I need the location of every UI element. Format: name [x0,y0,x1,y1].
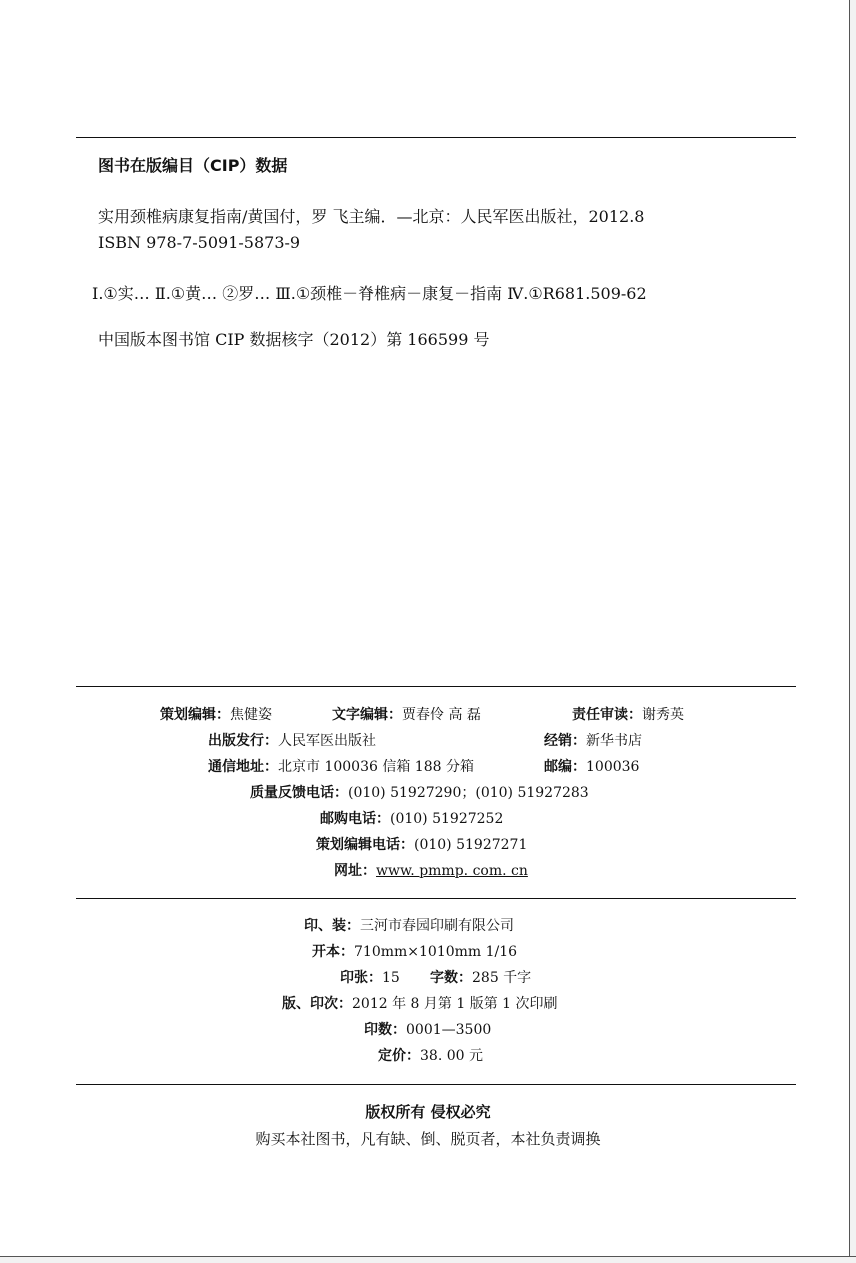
printing-edition [282,995,558,1013]
sheets-label: 印张： [340,970,382,986]
publisher-label: 出版发行： [208,733,278,749]
mailorder-phone: (010) 51927252 [390,811,504,827]
page-edge-bottom [0,1256,856,1263]
words-label: 字数： [430,970,472,986]
credits-website [334,862,528,880]
price-label: 定价： [378,1048,420,1064]
cip-classification-line: Ⅰ.①实… Ⅱ.①黄… ②罗… Ⅲ.①颈椎－脊椎病－康复－指南 Ⅳ.①R681.509-62 [92,284,647,303]
distributor-label: 经销： [544,733,586,749]
credits-feedback-phone [250,784,589,802]
copyright-notice: 版权所有 侵权必究 [365,1103,491,1121]
feedback-label: 质量反馈电话： [250,785,348,801]
cip-record-number: 中国版本图书馆 CIP 数据核字（2012）第 166599 号 [98,330,490,349]
edition: 2012 年 8 月第 1 版第 1 次印刷 [352,996,558,1012]
price: 38. 00 元 [420,1048,483,1064]
planning-phone: (010) 51927271 [414,837,528,853]
credits-postcode [544,758,639,776]
postcode-label: 邮编： [544,759,586,775]
website-link[interactable]: www. pmmp. com. cn [376,863,528,879]
text-editor-label: 文字编辑： [332,707,402,723]
cip-title-line: 实用颈椎病康复指南/黄国付，罗 飞主编．—北京：人民军医出版社，2012.8 [98,207,645,226]
printer-label: 印、装： [304,918,360,934]
address-label: 通信地址： [208,759,278,775]
website-label: 网址： [334,863,376,879]
format: 710mm×1010mm 1/16 [354,944,518,960]
sheets: 15 [382,970,400,986]
printing-price [378,1047,483,1065]
credits-address [208,758,474,776]
credits-publisher [208,732,376,750]
printer: 三河市春园印刷有限公司 [360,918,514,934]
publisher: 人民军医出版社 [278,733,376,749]
planning-editor: 焦健姿 [230,707,272,723]
credits-distributor [544,732,642,750]
reviewer-label: 责任审读： [572,707,642,723]
planning-editor-label: 策划编辑： [160,707,230,723]
copies-label: 印数： [364,1022,406,1038]
page-edge-right [849,0,856,1263]
printing-sheets [340,969,400,987]
credits-top-rule [76,686,796,687]
cip-heading: 图书在版编目（CIP）数据 [98,156,288,175]
printing-format [312,943,517,961]
credits-mailorder-phone [320,810,503,828]
credits-text-editor [332,706,481,724]
printing-copies [364,1021,491,1039]
reviewer: 谢秀英 [642,707,684,723]
address: 北京市 100036 信箱 188 分箱 [278,759,474,775]
words: 285 千字 [472,970,532,986]
edition-label: 版、印次： [282,996,352,1012]
credits-reviewer [572,706,684,724]
printing-words [430,969,531,987]
printing-printer [304,917,514,935]
replacement-notice: 购买本社图书，凡有缺、倒、脱页者，本社负责调换 [255,1130,601,1148]
distributor: 新华书店 [586,733,642,749]
credits-planning-phone [316,836,527,854]
credits-row-editors [160,706,272,724]
copies: 0001—3500 [406,1022,492,1038]
text-editor: 贾春伶 高 磊 [402,707,481,723]
top-rule [76,137,796,138]
postcode: 100036 [586,759,640,775]
feedback-phone: (010) 51927290；(010) 51927283 [348,785,589,801]
printing-top-rule [76,898,796,899]
format-label: 开本： [312,944,354,960]
planning-phone-label: 策划编辑电话： [316,837,414,853]
footer-top-rule [76,1084,796,1085]
cip-isbn-line: ISBN 978-7-5091-5873-9 [98,233,301,252]
mailorder-label: 邮购电话： [320,811,390,827]
